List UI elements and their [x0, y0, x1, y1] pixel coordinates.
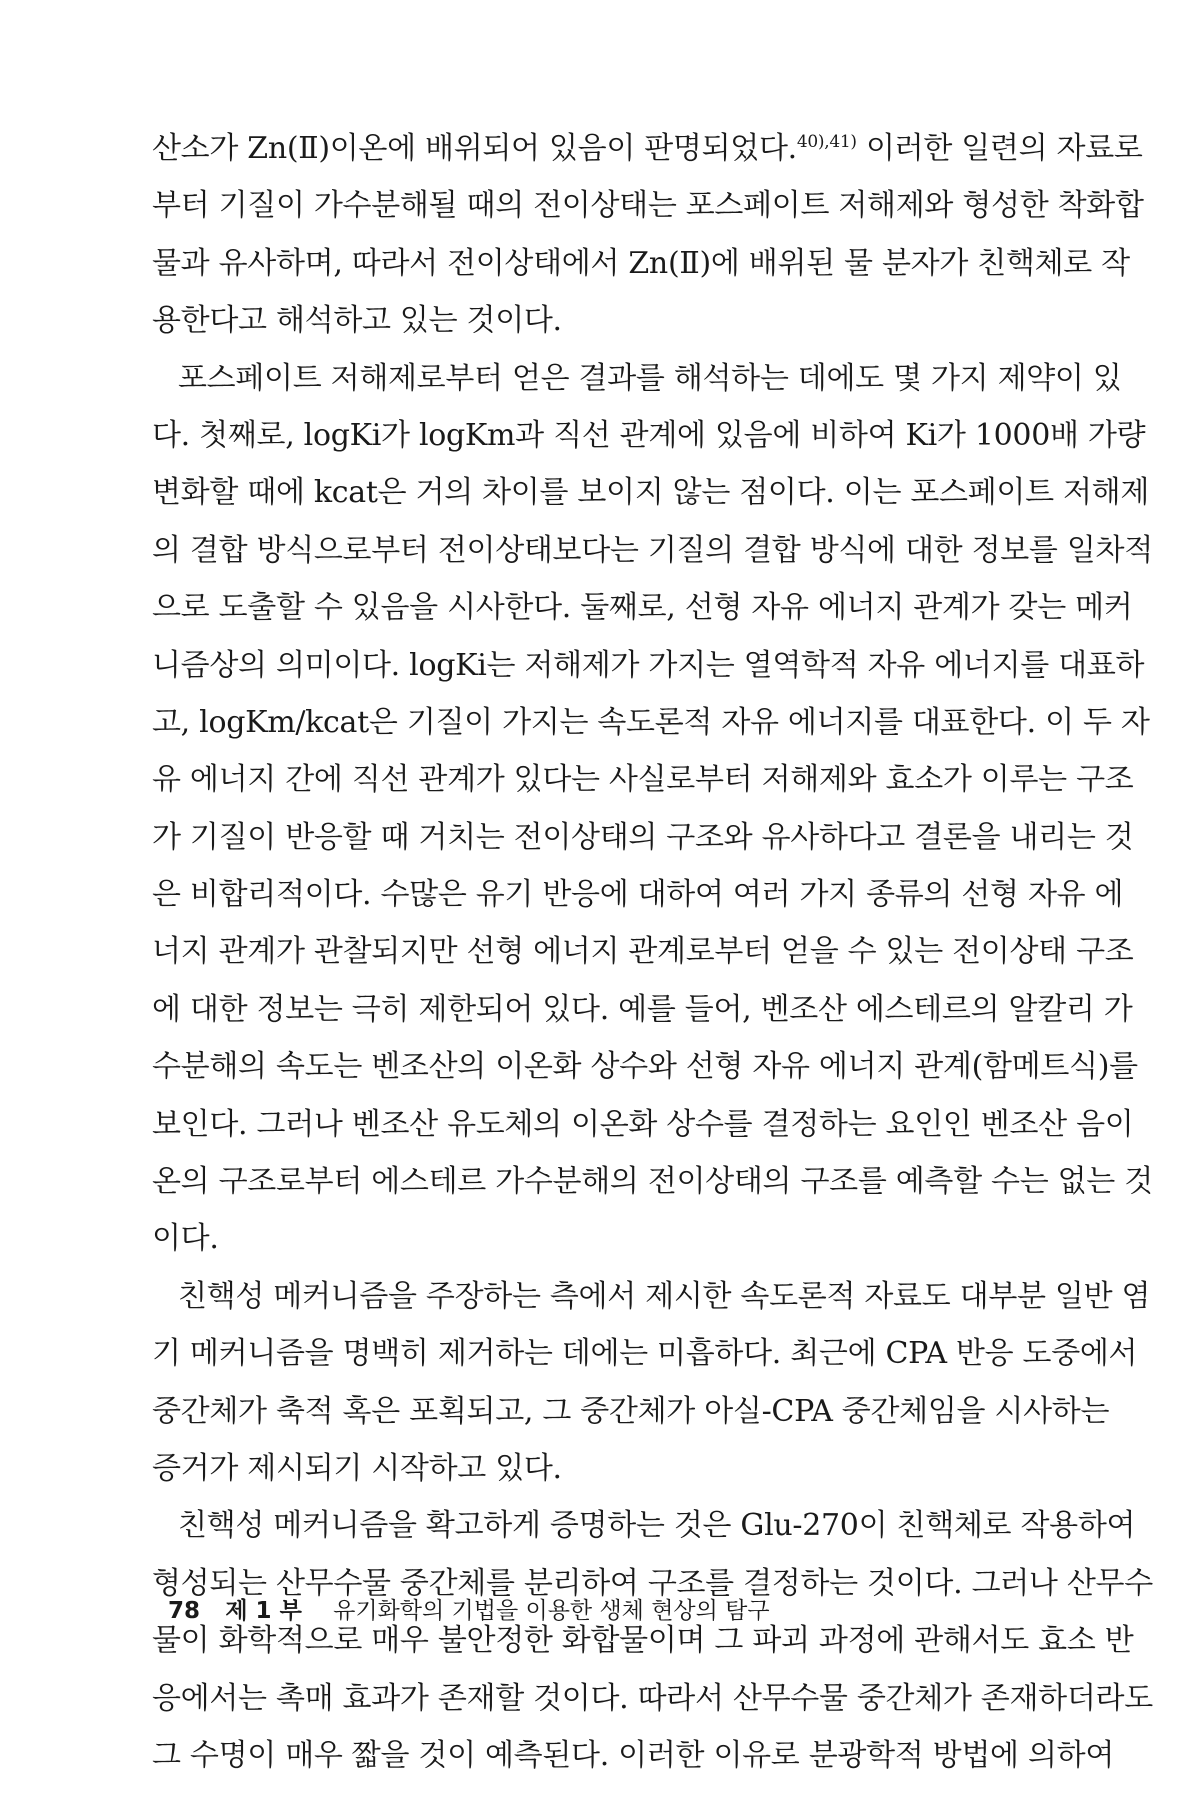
text-line: 니즘상의 의미이다. logKi는 저해제가 가지는 열역학적 자유 에너지를 대표하 — [152, 647, 1145, 683]
text-line: 그 수명이 매우 짧을 것이 예측된다. 이러한 이유로 분광학적 방법에 의하여 — [152, 1737, 1114, 1773]
text-line: 기 메커니즘을 명백히 제거하는 데에는 미흡하다. 최근에 CPA 반응 도중에서 — [152, 1336, 1138, 1372]
text-line: 친핵성 메커니즘을 주장하는 측에서 제시한 속도론적 자료도 대부분 일반 염 — [178, 1278, 1151, 1314]
body-text — [152, 120, 1153, 1784]
text-line: 산소가 Zn(Ⅱ)이온에 배위되어 있음이 판명되었다.$^{40),41)}$ 이러한 일련의 자료로 — [152, 131, 1143, 166]
text-line: 중간체가 축적 혹은 포획되고, 그 중간체가 아실-CPA 중간체임을 시사하는 — [152, 1393, 1110, 1429]
text-line: 보인다. 그러나 벤조산 유도체의 이온화 상수를 결정하는 요인인 벤조산 음이 — [152, 1106, 1134, 1142]
paragraph-4 — [152, 1497, 1153, 1784]
text-line: 은 비합리적이다. 수많은 유기 반응에 대하여 여러 가지 종류의 선형 자유 에 — [152, 877, 1124, 913]
text-line: 가 기질이 반응할 때 거치는 전이상태의 구조와 유사하다고 결론을 내리는 것 — [152, 819, 1134, 855]
text-line: 수분해의 속도는 벤조산의 이온화 상수와 선형 자유 에너지 관계(함메트식)를 — [152, 1049, 1138, 1085]
text-line: 에 대한 정보는 극히 제한되어 있다. 예를 들어, 벤조산 에스테르의 알칼리 가 — [152, 991, 1133, 1027]
footnote-ref: 40),41) — [796, 132, 857, 152]
paragraph-1 — [152, 120, 1144, 350]
paragraph-2 — [152, 350, 1153, 1268]
text-line: 친핵성 메커니즘을 확고하게 증명하는 것은 Glu-270이 친핵체로 작용하여 — [178, 1508, 1136, 1544]
text-line: 용한다고 해석하고 있는 것이다. — [152, 303, 562, 339]
text-line: 유 에너지 간에 직선 관계가 있다는 사실로부터 저해제와 효소가 이루는 구조 — [152, 762, 1134, 798]
text-line: 증거가 제시되기 시작하고 있다. — [152, 1450, 562, 1486]
text-line: 물과 유사하며, 따라서 전이상태에서 Zn(Ⅱ)에 배위된 물 분자가 친핵체로 작 — [152, 245, 1130, 281]
page-footer — [168, 1592, 1068, 1625]
text-line: 물이 화학적으로 매우 불안정한 화합물이며 그 파괴 과정에 관해서도 효소 반 — [152, 1623, 1134, 1659]
text-line: 부터 기질이 가수분해될 때의 전이상태는 포스페이트 저해제와 형성한 착화합 — [152, 188, 1144, 224]
part-title: 유기화학의 기법을 이용한 생체 현상의 탐구 — [333, 1598, 770, 1624]
part-label: 제 1 부 — [225, 1598, 302, 1624]
page-number: 78 — [168, 1598, 201, 1624]
text-line: 이다. — [152, 1221, 219, 1257]
text-line: 너지 관계가 관찰되지만 선형 에너지 관계로부터 얻을 수 있는 전이상태 구조 — [152, 934, 1134, 970]
text-line: 다. 첫째로, logKi가 logKm과 직선 관계에 있음에 비하여 Ki가 1000배 가량 — [152, 417, 1146, 453]
text-line: 포스페이트 저해제로부터 얻은 결과를 해석하는 데에도 몇 가지 제약이 있 — [178, 360, 1122, 396]
text-line: 형성되는 산무수물 중간체를 분리하여 구조를 결정하는 것이다. 그러나 산무수 — [152, 1565, 1153, 1601]
text-line: 온의 구조로부터 에스테르 가수분해의 전이상태의 구조를 예측할 수는 없는 것 — [152, 1164, 1153, 1200]
paragraph-3 — [152, 1268, 1151, 1498]
text-line: 응에서는 촉매 효과가 존재할 것이다. 따라서 산무수물 중간체가 존재하더라도 — [152, 1680, 1153, 1716]
text-line: 고, logKm/kcat은 기질이 가지는 속도론적 자유 에너지를 대표한다. 이 두 자 — [152, 704, 1150, 740]
text-line: 의 결합 방식으로부터 전이상태보다는 기질의 결합 방식에 대한 정보를 일차적 — [152, 532, 1153, 568]
text-line: 변화할 때에 kcat은 거의 차이를 보이지 않는 점이다. 이는 포스페이트 저해제 — [152, 475, 1150, 511]
text-line: 으로 도출할 수 있음을 시사한다. 둘째로, 선형 자유 에너지 관계가 갖는 메커 — [152, 590, 1133, 626]
